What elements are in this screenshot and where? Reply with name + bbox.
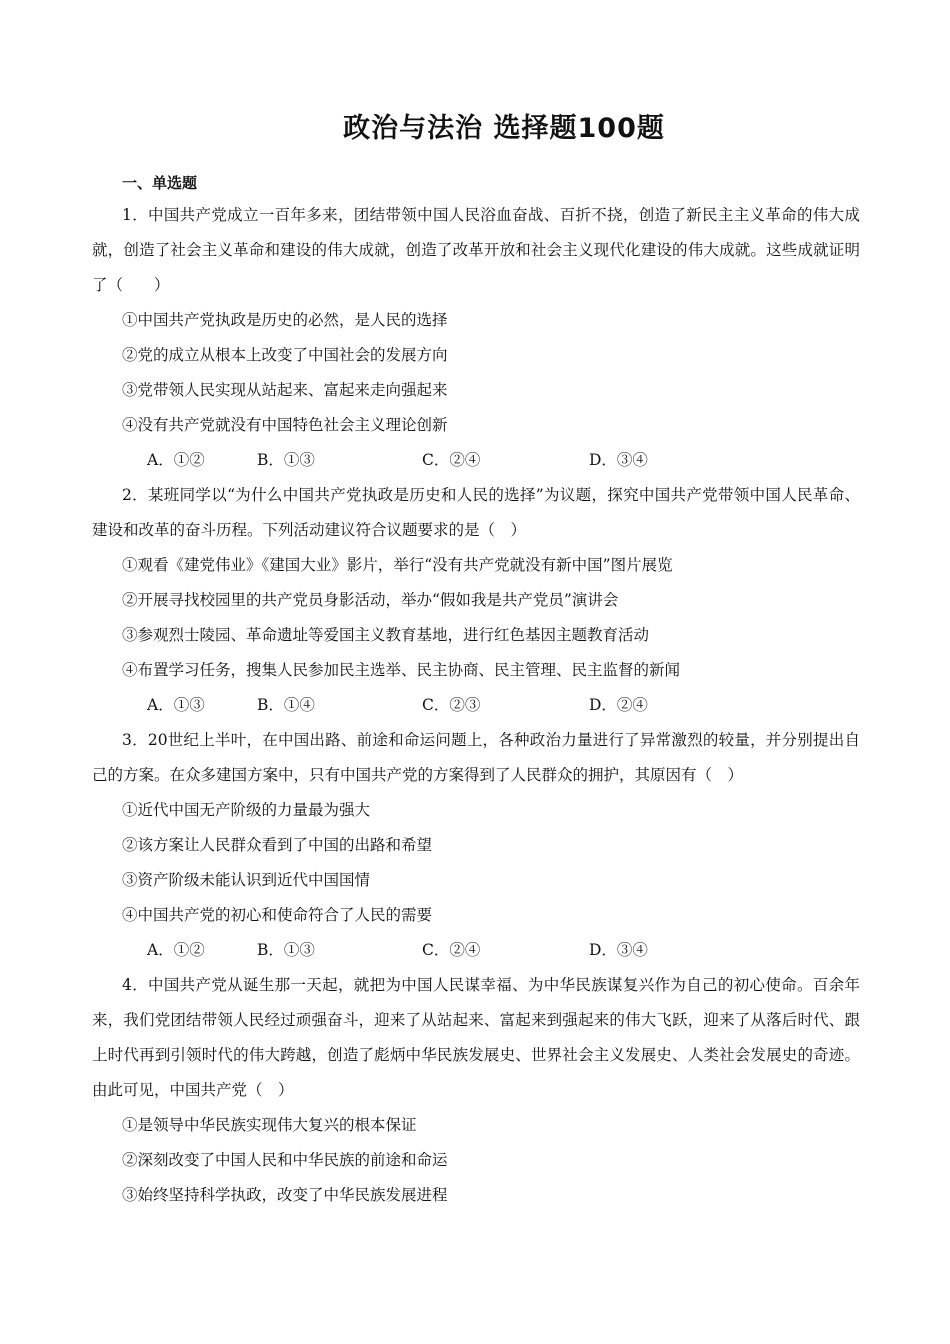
statement-option: ③始终坚持科学执政，改变了中华民族发展进程 xyxy=(122,1186,448,1204)
question-stem: 2．某班同学以“为什么中国共产党执政是历史和人民的选择”为议题，探究中国共产党带领中国人民革命、建设和改革的奋斗历程。下列活动建议符合议题要求的是（ ） xyxy=(92,486,860,539)
question-2 xyxy=(92,478,860,723)
choice-a: A．①② xyxy=(147,451,205,469)
choice-d: D．②④ xyxy=(589,696,648,714)
choice-a: A．①③ xyxy=(147,696,205,714)
choice-b: B．①③ xyxy=(257,941,315,959)
question-stem: 3．20世纪上半叶，在中国出路、前途和命运问题上，各种政治力量进行了异常激烈的较量，并分别提出自己的方案。在众多建国方案中，只有中国共产党的方案得到了人民群众的拥护，其原因有（ ） xyxy=(92,731,860,784)
statement-option: ③参观烈士陵园、革命遗址等爱国主义教育基地，进行红色基因主题教育活动 xyxy=(122,626,650,644)
statement-option: ②深刻改变了中国人民和中华民族的前途和命运 xyxy=(122,1151,448,1169)
choice-d: D．③④ xyxy=(589,451,648,469)
question-3 xyxy=(92,723,860,968)
statement-option: ③资产阶级未能认识到近代中国国情 xyxy=(122,871,371,889)
question-stem: 4．中国共产党从诞生那一天起，就把为中国人民谋幸福、为中华民族谋复兴作为自己的初心使命。百余年来，我们党团结带领人民经过顽强奋斗，迎来了从站起来、富起来到强起来的伟大飞跃，迎来了从落后时代、跟上时代再到引领时代的伟大跨越，创造了彪炳中华民族发展史、世界社会主义发展史、人类社会发展史的奇迹。由此可见，中国共产党（ ） xyxy=(92,976,860,1099)
choice-b: B．①③ xyxy=(257,451,315,469)
section-heading: 一、单选题 xyxy=(122,174,198,192)
question-stem: 1．中国共产党成立一百年多来，团结带领中国人民浴血奋战、百折不挠，创造了新民主主义革命的伟大成就，创造了社会主义革命和建设的伟大成就，创造了改革开放和社会主义现代化建设的伟大成就。这些成就证明了（ ） xyxy=(92,206,860,294)
question-1 xyxy=(92,198,860,478)
statement-option: ④没有共产党就没有中国特色社会主义理论创新 xyxy=(122,416,448,434)
statement-option: ②该方案让人民群众看到了中国的出路和希望 xyxy=(122,836,433,854)
answer-choices xyxy=(92,443,860,478)
answer-choices xyxy=(92,933,860,968)
statement-option: ④中国共产党的初心和使命符合了人民的需要 xyxy=(122,906,433,924)
choice-b: B．①④ xyxy=(257,696,315,714)
statement-option: ②开展寻找校园里的共产党员身影活动，举办“假如我是共产党员”演讲会 xyxy=(122,591,619,609)
document-title: 政治与法治 选择题100题 xyxy=(343,113,665,144)
statement-option: ③党带领人民实现从站起来、富起来走向强起来 xyxy=(122,381,448,399)
choice-d: D．③④ xyxy=(589,941,648,959)
choice-a: A．①② xyxy=(147,941,205,959)
answer-choices xyxy=(92,688,860,723)
question-4 xyxy=(92,968,860,1213)
statement-option: ④布置学习任务，搜集人民参加民主选举、民主协商、民主管理、民主监督的新闻 xyxy=(122,661,681,679)
choice-c: C．②④ xyxy=(422,941,481,959)
statement-option: ①中国共产党执政是历史的必然，是人民的选择 xyxy=(122,311,448,329)
statement-option: ②党的成立从根本上改变了中国社会的发展方向 xyxy=(122,346,448,364)
statement-option: ①是领导中华民族实现伟大复兴的根本保证 xyxy=(122,1116,417,1134)
question-list xyxy=(92,198,860,1213)
choice-c: C．②④ xyxy=(422,451,481,469)
statement-option: ①近代中国无产阶级的力量最为强大 xyxy=(122,801,371,819)
choice-c: C．②③ xyxy=(422,696,481,714)
statement-option: ①观看《建党伟业》《建国大业》影片，举行“没有共产党就没有新中国”图片展览 xyxy=(122,556,673,574)
